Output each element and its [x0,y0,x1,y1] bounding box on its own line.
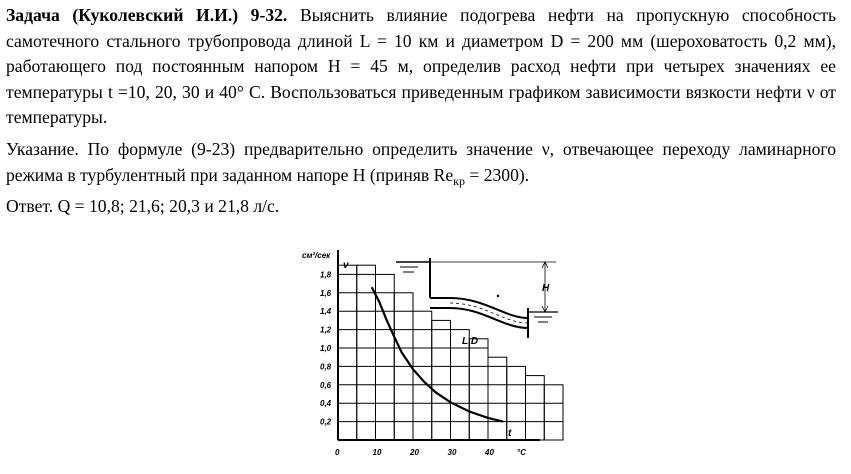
x-tick-label: 0 [335,448,340,457]
answer-text: Ответ. Q = 10,8; 21,6; 20,3 и 21,8 л/с. [6,196,280,217]
y-tick-label: 0,2 [320,417,332,427]
text-block [6,3,836,226]
hint-paragraph [6,137,836,188]
hint-text: Указание. По формуле (9-23) предварительно определить значение ν, отвечающее переходу ламинарного режима в турбулентный при заданном напоре H (приняв Re [6,138,836,185]
x-tick-label: 30 [447,448,457,457]
x-tick-label: 10 [372,448,382,457]
hint-tail: = 2300). [464,164,530,185]
chart-grid [338,265,563,440]
y-tick-label: 1,0 [320,344,332,353]
grid-column [413,311,432,440]
viscosity-figure [300,246,580,468]
grid-column [488,357,507,440]
x-unit-label: °C [517,448,526,457]
grid-column [469,339,488,440]
y-tick-labels [320,270,332,426]
head-label: H [542,283,550,294]
hint-subscript: кр [453,173,465,188]
problem-heading: Задача (Куколевский И.И.) 9-32. [6,5,288,25]
x-tick-label: 40 [485,448,494,457]
grid-column [544,385,563,440]
grid-column [338,265,357,440]
x-tick-labels [335,448,494,457]
y-unit-label: см²/сек [302,251,331,260]
y-tick-label: 1,2 [320,325,332,335]
answer-paragraph [6,194,836,220]
x-tick-label: 20 [410,448,419,457]
problem-paragraph [6,3,836,131]
y-tick-label: 1,8 [320,270,332,280]
y-tick-label: 1,4 [320,307,332,317]
viscosity-chart [300,246,580,468]
y-tick-label: 0,4 [320,399,332,409]
problem-text: Выяснить влияние подогрева нефти на пропускную способность самотечного стального трубопровода длиной L = 10 км и диаметром D = 200 мм (шероховатость 0,2 мм), работающего под постоянным напором H = 45 м, определив расход нефти при четырех значениях ее температуры t =10, 20, 30 и 40° С. Воспользоваться приведенным графиком зависимости вязкости нефти ν от температуры. [6,5,837,128]
pipeline-schematic [396,258,558,338]
x-symbol-label: t [508,428,512,439]
pipe-label: L,D [462,336,479,347]
y-symbol-label: ν [343,260,349,271]
y-tick-label: 0,8 [320,362,332,372]
y-tick-label: 0,6 [320,380,332,390]
y-tick-label: 1,6 [320,288,332,298]
